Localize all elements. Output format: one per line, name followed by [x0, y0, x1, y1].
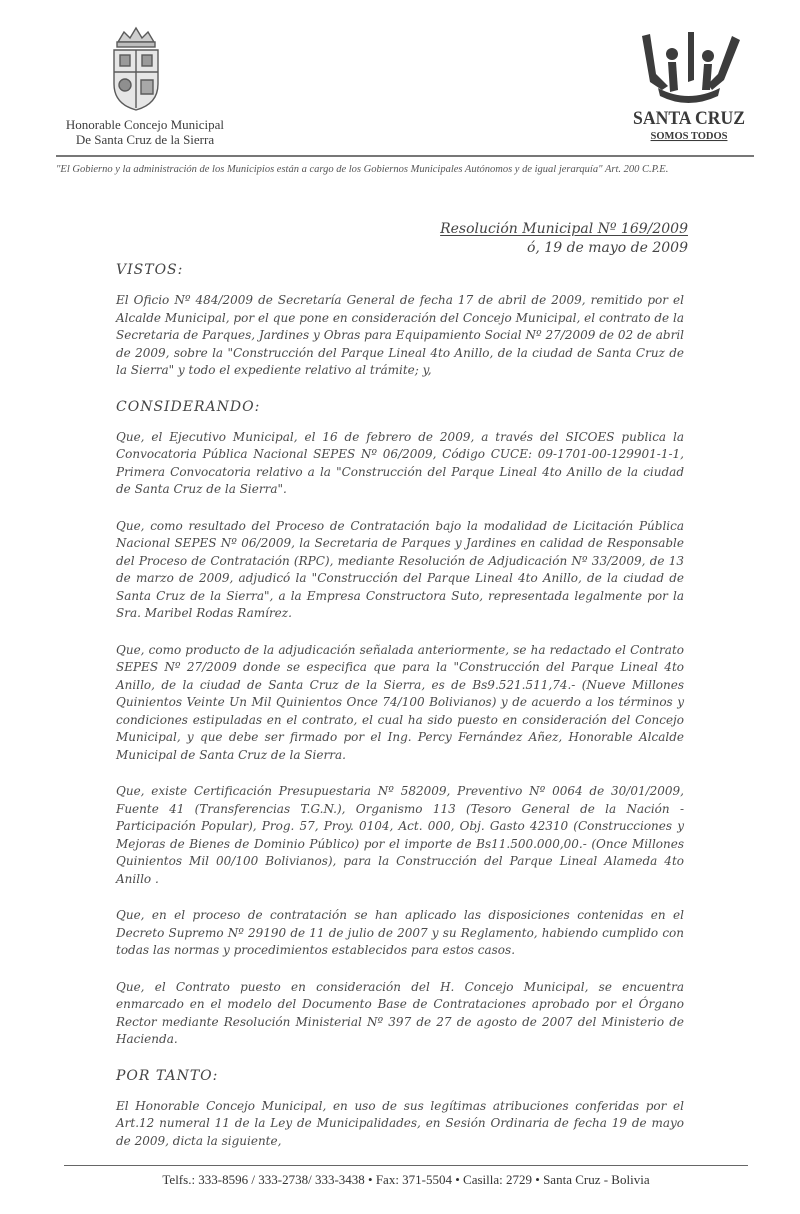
paragraph: El Oficio Nº 484/2009 de Secretaría General de fecha 17 de abril de 2009, remitido por el Alcalde Municipal, por el que pone en consideración del Concejo Municipal, el contrato de la Secretaria de Parques, Jardines y Obras para Equipamiento Social Nº 27/2009 de 02 de abril de 2009, sobre la "Construcción del Parque Lineal 4to Anillo, de la ciudad de Santa Cruz de la Sierra" y todo el expediente relativo al trámite; y, — [116, 293, 684, 377]
paragraph: Que, en el proceso de contratación se han aplicado las disposiciones contenidas en el Decreto Supremo Nº 29190 de 11 de julio de 2007 y su Reglamento, habiendo cumplido con todas las normas y procedimientos establecidos para estos casos. — [116, 908, 684, 957]
municipal-crest-icon — [104, 24, 168, 116]
constitution-motto: "El Gobierno y la administración de los Municipios están a cargo de los Gobiernos Municipales Autónomos y de igual jerarquía" Art. 200 C.P.E. — [56, 164, 669, 175]
santa-cruz-logo — [628, 30, 750, 146]
council-name — [40, 117, 250, 147]
resolution-date: ó, 19 de mayo de 2009 — [526, 240, 688, 256]
paragraph: Que, el Contrato puesto en consideración del H. Concejo Municipal, se encuentra enmarcado en el modelo del Documento Base de Contrataciones aprobado por el Órgano Rector mediante Resolución Ministerial Nº 397 de 27 de agosto de 2007 del Ministerio de Hacienda. — [116, 979, 684, 1046]
section-heading-por-tanto: POR TANTO: — [116, 1067, 219, 1084]
paragraph: Que, el Ejecutivo Municipal, el 16 de febrero de 2009, a través del SICOES publica la Convocatoria Pública Nacional SEPES Nº 06/2009, Código CUCE: 09-1701-00-129901-1-1, Primera Convocatoria relativo a la "Construcción del Parque Lineal 4to Anillo de la ciudad de Santa Cruz de la Sierra". — [116, 429, 684, 496]
header-divider — [56, 155, 754, 157]
paragraph: Que, como resultado del Proceso de Contratación bajo la modalidad de Licitación Pública Nacional SEPES Nº 06/2009, la Secretaria de Parques y Jardines en calidad de Responsable del Proceso de Contratación (RPC), mediante Resolución de Adjudicación Nº 33/2009, de 13 de marzo de 2009, adjudicó la "Construcción del Parque Lineal 4to Anillo, de la ciudad de Santa Cruz de la Sierra", a la Empresa Constructora Suto, representada legalmente por la Sra. Maribel Rodas Ramírez. — [116, 518, 684, 620]
paragraph: El Honorable Concejo Municipal, en uso de sus legítimas atribuciones conferidas por el Art.12 numeral 11 de la Ley de Municipalidades, en Sesión Ordinaria de fecha 19 de mayo de 2009, dicta la siguiente, — [116, 1098, 684, 1148]
footer-divider — [64, 1165, 748, 1166]
paragraph: Que, existe Certificación Presupuestaria Nº 582009, Preventivo Nº 0064 de 30/01/2009, Fuente 41 (Transferencias T.G.N.), Organismo 113 (Tesoro General de la Nación - Participación Popular), Prog. 57, Proy. 0104, Act. 000, Obj. Gasto 42310 (Construcciones y Mejoras de Bienes de Dominio Público) por el importe de Bs11.500.000,00.- (Once Millones Quinientos Mil 00/100 Bolivianos), para la Construcción del Parque Lineal Alameda 4to Anillo . — [116, 784, 684, 886]
section-heading-vistos: VISTOS: — [116, 262, 184, 278]
paragraph: Que, como producto de la adjudicación señalada anteriormente, se ha redactado el Contrato SEPES Nº 27/2009 donde se especifica que para la "Construcción del Parque Lineal 4to Anillo, de la ciudad de Santa Cruz de la Sierra, es de Bs9.521.511,74.- (Nueve Millones Quinientos Veinte Un Mil Quinientos Once 74/100 Bolivianos) y de acuerdo a los términos y condiciones estipuladas en el contrato, el cual ha sido puesto en consideración del Concejo Municipal, y que debe ser firmado por el Ing. Percy Fernández Añez, Honorable Alcalde Municipal de Santa Cruz de la Sierra. — [116, 642, 684, 762]
logo-subtitle: SOMOS TODOS — [650, 131, 728, 142]
footer-contact: Telfs.: 333-8596 / 333-2738/ 333-3438 • Fax: 371-5504 • Casilla: 2729 • Santa Cruz - Bolivia — [162, 1172, 650, 1187]
people-figures-icon — [642, 32, 740, 103]
logo-title: SANTA CRUZ — [633, 108, 745, 129]
council-name-line2: De Santa Cruz de la Sierra — [75, 132, 215, 147]
document-body — [116, 238, 684, 1169]
resolution-title: Resolución Municipal Nº 169/2009 — [440, 221, 688, 237]
council-name-line1: Honorable Concejo Municipal — [65, 117, 225, 132]
section-heading-considerando: CONSIDERANDO: — [116, 398, 261, 415]
